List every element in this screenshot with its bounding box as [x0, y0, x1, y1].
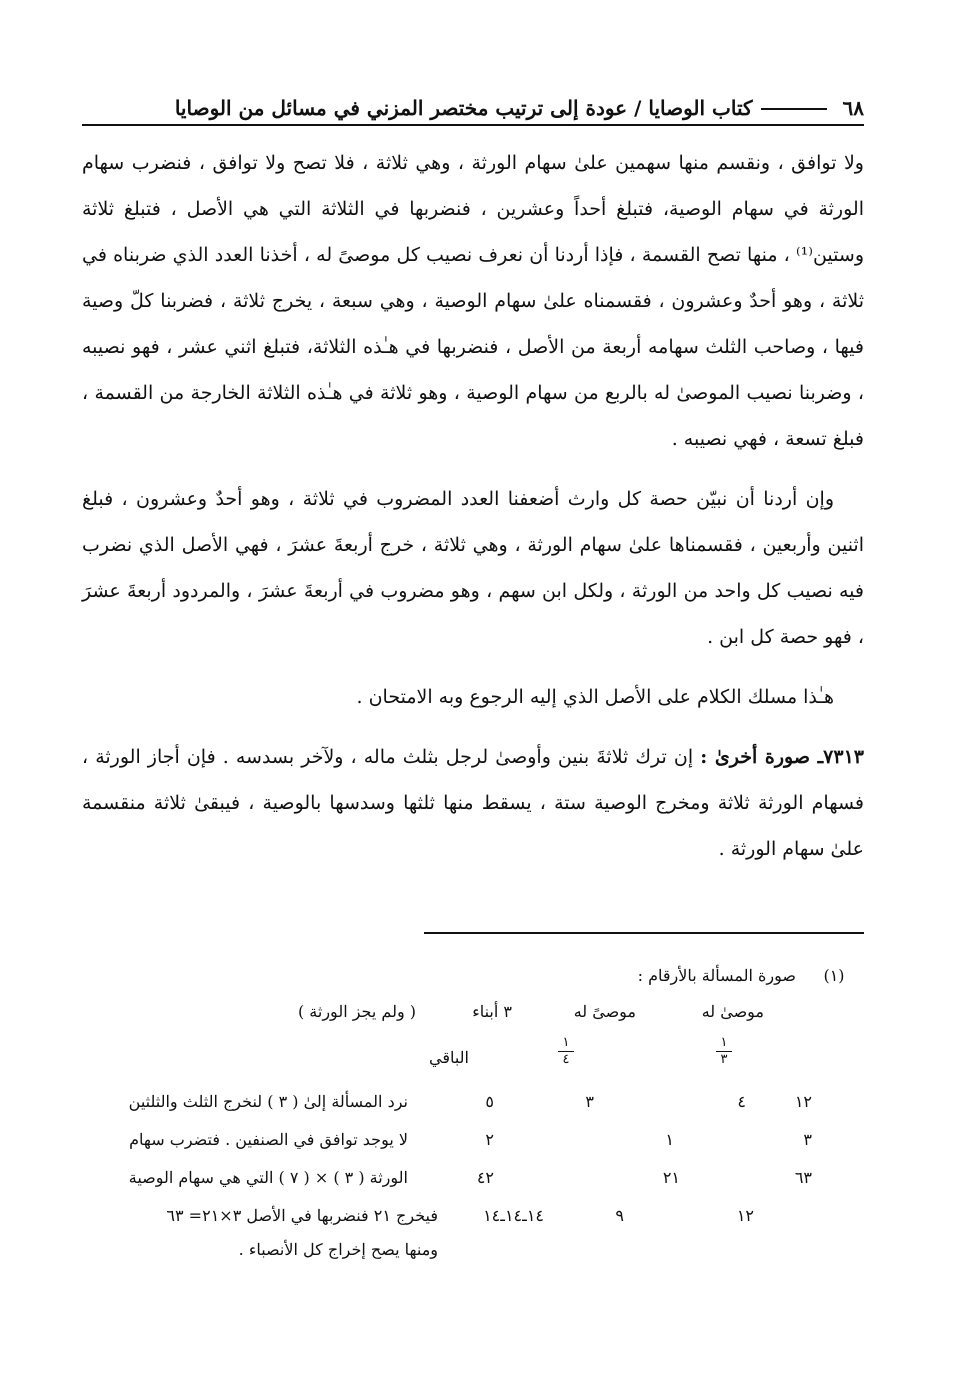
- row2-d: ٢: [485, 1130, 494, 1149]
- col-head-note: ( ولم يجز الورثة ): [297, 1002, 416, 1021]
- header-dash: [761, 108, 827, 110]
- section-text: إن ترك ثلاثةَ بنين وأوصىٰ لرجل بثلث ماله ، ولآخر بسدسه . فإن أجاز الورثة ، فسهام الورثة ثلاثة ومخرج الوصية ستة ، يسقط منها ثلثها وسدسها بالوصية ، فيبقىٰ ثلاثة منقسمة علىٰ سهام الورثة .: [82, 746, 864, 860]
- row4-d: ١٤ـ١٤ـ١٤: [483, 1206, 544, 1225]
- footnote-heading-row: [82, 958, 864, 992]
- paragraph-3: هـٰذا مسلك الكلام على الأصل الذي إليه الرجوع وبه الامتحان .: [356, 686, 834, 708]
- page-number: ٦٨: [842, 96, 864, 120]
- fraction-third: [716, 1036, 732, 1067]
- footnote: [82, 958, 864, 1292]
- fraction-quarter: [558, 1036, 574, 1067]
- col-head-sons: ٣ أبناء: [472, 1002, 512, 1021]
- row2-a: ٣: [803, 1130, 812, 1149]
- footnote-closing: ومنها يصح إخراج كل الأنصباء .: [238, 1240, 438, 1259]
- fraction-quarter-denominator: ٤: [562, 1052, 570, 1067]
- footnote-table: [82, 992, 864, 1292]
- row4-b: ١٢: [736, 1206, 754, 1225]
- fraction-quarter-numerator: ١: [562, 1035, 570, 1050]
- col-head-mousa2: موصىً له: [573, 1002, 636, 1021]
- footnote-number: (١): [823, 965, 845, 985]
- section-title: ٧٣١٣ـ صورة أخرىٰ :: [700, 746, 864, 768]
- fraction-third-denominator: ٣: [720, 1052, 728, 1067]
- paragraph-2: وإن أردنا أن نبيّن حصة كل وارث أضعفنا العدد المضروب في ثلاثة ، وهو أحدٌ وعشرون ، فبلغ اثنين وأربعين ، فقسمناها علىٰ سهام الورثة ، وهي ثلاثة ، خرج أربعةَ عشرَ ، فهي الأصل الذي نضرب فيه نصيب كل واحد من الورثة ، ولكل ابن سهم ، وهو مضروب في أربعةَ عشرَ ، والمردود أربعةَ عشرَ ، فهو حصة كل ابن .: [82, 488, 864, 648]
- row1-d: ٥: [485, 1092, 494, 1111]
- row3-d: ٤٢: [476, 1168, 494, 1187]
- row1-c: ٣: [585, 1092, 594, 1111]
- row3-c: ٢١: [662, 1168, 680, 1187]
- main-text: [82, 140, 864, 886]
- col-head-mousa1: موصىٰ له: [701, 1002, 764, 1021]
- section-paragraph: [82, 734, 864, 872]
- row4-c: ٩: [615, 1206, 624, 1225]
- footnote-heading: صورة المسألة بالأرقام :: [637, 965, 796, 985]
- paragraph-1: ولا توافق ، ونقسم منها سهمين علىٰ سهام الورثة ، وهي ثلاثة ، فلا تصح ولا توافق ، فنضرب سهام الورثة في سهام الوصية، فتبلغ أحداً وعشرين ، فنضربها في الثلاثة التي هي الأصل ، فتبلغ ثلاثة وستين⁽¹⁾ ، منها تصح القسمة ، فإذا أردنا أن نعرف نصيب كل موصىً له ، أخذنا العدد الذي ضربناه في ثلاثة ، وهو أحدٌ وعشرون ، فقسمناه علىٰ سهام الوصية ، وهي سبعة ، يخرج ثلاثة ، فضربنا كلّ وصية فيها ، وصاحب الثلث سهامه أربعة من الأصل ، فنضربها في هـٰذه الثلاثة، فتبلغ اثني عشر ، فهو نصيبه ، وضربنا نصيب الموصىٰ له بالربع من سهام الوصية ، وهو ثلاثة في هـٰذه الثلاثة الخارجة من القسمة ، فبلغ تسعة ، فهي نصيبه .: [82, 152, 864, 450]
- row1-a: ١٢: [794, 1092, 812, 1111]
- row2-note: لا يوجد توافق في الصنفين . فتضرب سهام: [129, 1130, 408, 1149]
- row1-b: ٤: [737, 1092, 746, 1111]
- row1-note: نرد المسألة إلىٰ ( ٣ ) لنخرج الثلث والثلثين: [128, 1092, 408, 1111]
- remainder-label: الباقي: [428, 1048, 469, 1067]
- row4-note: فيخرج ٢١ فنضربها في الأصل ٣×٢١= ٦٣: [166, 1206, 438, 1225]
- footnote-divider: [424, 932, 864, 934]
- row3-a: ٦٣: [794, 1168, 812, 1187]
- page-header: [82, 84, 864, 126]
- row3-note: الورثة ( ٣ ) × ( ٧ ) التي هي سهام الوصية: [128, 1168, 408, 1187]
- page-title: كتاب الوصايا / عودة إلى ترتيب مختصر المزني في مسائل من الوصايا: [174, 96, 753, 120]
- row2-c: ١: [665, 1130, 674, 1149]
- fraction-third-numerator: ١: [720, 1035, 728, 1050]
